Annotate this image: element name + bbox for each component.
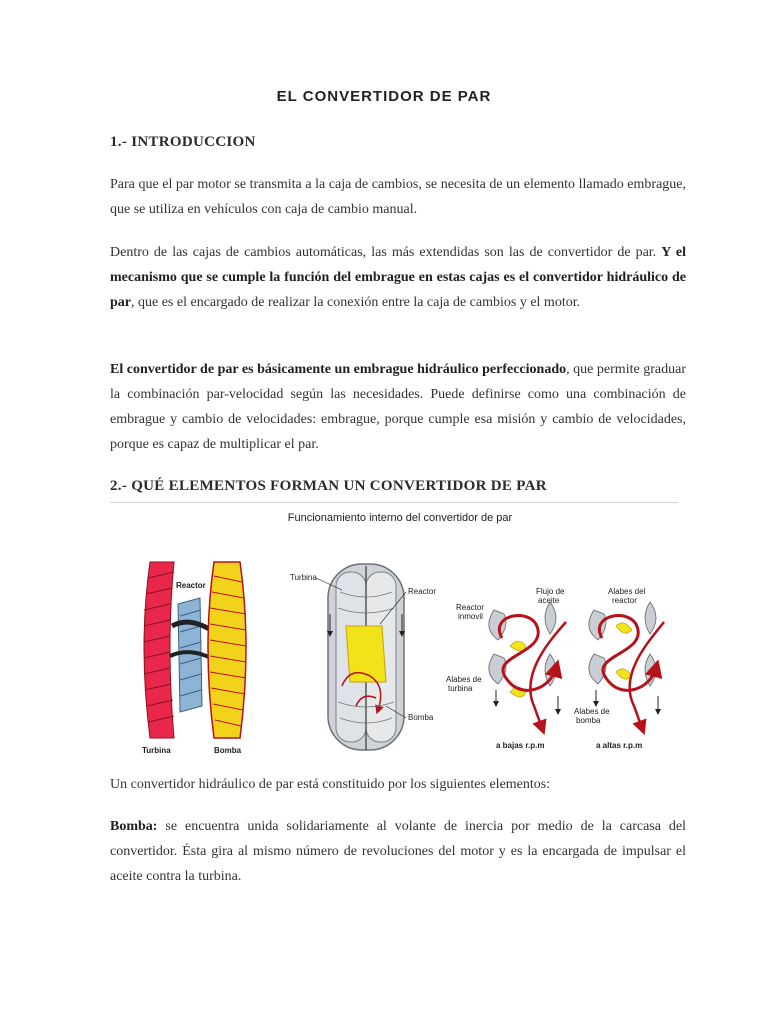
section-divider	[110, 502, 678, 503]
turbine-blades-label-line2: turbina	[448, 684, 473, 693]
document-title: EL CONVERTIDOR DE PAR	[276, 88, 492, 105]
pump-description: se encuentra unida solidariamente al volante de inercia por medio de la carcasa del convertidor. Ésta gira al mismo número de revoluciones del motor y es la encargada de impulsar el aceite contra la turbina.	[110, 819, 686, 884]
fixed-reactor-label-line1: Reactor	[456, 603, 485, 612]
intro-paragraph-3	[110, 357, 686, 457]
oil-flow-label-line1: Flujo de	[536, 587, 565, 596]
fixed-reactor-label-line2: inmovil	[458, 612, 483, 621]
turbine-label-2: Turbina	[290, 573, 317, 582]
flow-high-rpm	[574, 587, 664, 750]
pump-label-1: Bomba	[214, 746, 242, 755]
intro-paragraph-2-text-a: Dentro de las cajas de cambios automáticas, las más extendidas son las de convertidor de par.	[110, 245, 662, 260]
reactor-label-2: Reactor	[408, 587, 437, 596]
pump-paragraph	[110, 814, 686, 889]
section-2-heading: 2.- QUÉ ELEMENTOS FORMAN UN CONVERTIDOR DE PAR	[110, 478, 547, 494]
figure-title: Funcionamiento interno del convertidor de par	[287, 512, 513, 524]
cross-section-view	[290, 564, 436, 750]
pump-blades-label-line1: Alabes de	[574, 707, 610, 716]
oil-flow-label-line2: aceite	[538, 596, 560, 605]
reactor-blades-label-line1: Alabes del	[608, 587, 646, 596]
pump-label-2: Bomba	[408, 713, 434, 722]
reactor-blades-label-line2: reactor	[612, 596, 637, 605]
turbine-blades-label-line1: Alabes de	[446, 675, 482, 684]
section-1-heading: 1.- INTRODUCCION	[110, 134, 256, 150]
turbine-label-1: Turbina	[142, 746, 171, 755]
low-rpm-label: a bajas r.p.m	[496, 741, 545, 750]
intro-paragraph-2-text-c: , que es el encargado de realizar la conexión entre la caja de cambios y el motor.	[131, 295, 581, 310]
intro-paragraph-2-bold: Y el mecanismo que se cumple la función del embrague en estas cajas es el convertidor hidráulico de par	[110, 245, 686, 310]
intro-paragraph-2	[110, 240, 686, 315]
converter-illustration	[110, 506, 690, 760]
pump-blades-label-line2: bomba	[576, 716, 601, 725]
converter-figure	[110, 506, 690, 760]
intro-paragraph-3-bold: El convertidor de par es básicamente un embrague hidráulico perfeccionado	[110, 362, 567, 377]
intro-paragraph-3-text: , que permite graduar la combinación par-velocidad según las necesidades. Puede definirse como una combinación de embrague y cambio de velocidades: embrague, porque cumple esa misión y cambio de velocidades, porque es capaz de multiplicar el par.	[110, 362, 686, 452]
high-rpm-label: a altas r.p.m	[596, 741, 643, 750]
intro-paragraph-1: Para que el par motor se transmita a la caja de cambios, se necesita de un elemento llamado embrague, que se utiliza en vehículos con caja de cambio manual.	[110, 177, 686, 217]
exploded-view	[142, 562, 246, 755]
pump-term: Bomba:	[110, 819, 158, 834]
elements-intro-paragraph: Un convertidor hidráulico de par está constituido por los siguientes elementos:	[110, 777, 551, 792]
reactor-label-1: Reactor	[176, 581, 206, 590]
flow-low-rpm	[446, 587, 566, 750]
flow-diagrams	[446, 587, 664, 750]
